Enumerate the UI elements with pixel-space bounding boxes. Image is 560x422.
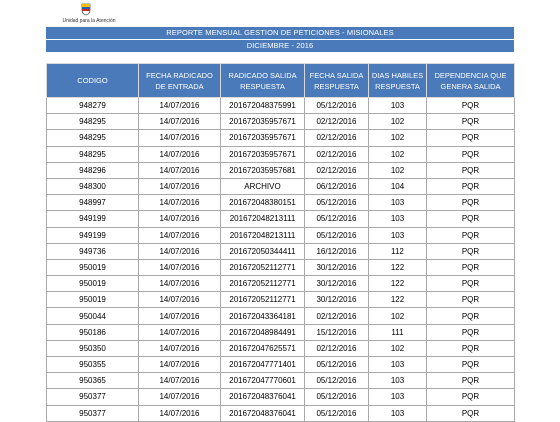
cell-fecha-radicado: 14/07/2016 xyxy=(139,211,221,227)
cell-dependencia: PQR xyxy=(427,178,515,194)
cell-fecha-salida: 05/12/2016 xyxy=(305,211,369,227)
cell-dependencia: PQR xyxy=(427,324,515,340)
cell-radicado-salida: 201672048376041 xyxy=(221,389,305,405)
cell-dependencia: PQR xyxy=(427,98,515,114)
cell-codigo: 950355 xyxy=(47,357,139,373)
cell-fecha-radicado: 14/07/2016 xyxy=(139,162,221,178)
cell-fecha-radicado: 14/07/2016 xyxy=(139,243,221,259)
table-row xyxy=(47,259,515,275)
cell-codigo: 950377 xyxy=(47,405,139,421)
cell-codigo: 950186 xyxy=(47,324,139,340)
table-row xyxy=(47,146,515,162)
cell-dependencia: PQR xyxy=(427,308,515,324)
cell-dias-habiles: 122 xyxy=(369,259,427,275)
cell-fecha-radicado: 14/07/2016 xyxy=(139,405,221,421)
table-row xyxy=(47,373,515,389)
cell-fecha-radicado: 14/07/2016 xyxy=(139,259,221,275)
cell-fecha-salida: 15/12/2016 xyxy=(305,324,369,340)
cell-dias-habiles: 102 xyxy=(369,146,427,162)
table-header-row xyxy=(47,64,515,98)
cell-dependencia: PQR xyxy=(427,146,515,162)
peticiones-table xyxy=(46,63,515,422)
header-codigo: CODIGO xyxy=(47,64,139,98)
cell-fecha-salida: 16/12/2016 xyxy=(305,243,369,259)
cell-radicado-salida: 201672050344411 xyxy=(221,243,305,259)
cell-fecha-salida: 05/12/2016 xyxy=(305,227,369,243)
cell-dias-habiles: 102 xyxy=(369,308,427,324)
cell-dias-habiles: 103 xyxy=(369,227,427,243)
header-fecha-radicado: FECHA RADICADO DE ENTRADA xyxy=(139,64,221,98)
table-row xyxy=(47,389,515,405)
cell-codigo: 950019 xyxy=(47,276,139,292)
cell-radicado-salida: ARCHIVO xyxy=(221,178,305,194)
cell-radicado-salida: 201672048984491 xyxy=(221,324,305,340)
table-row xyxy=(47,98,515,114)
cell-fecha-radicado: 14/07/2016 xyxy=(139,130,221,146)
cell-dias-habiles: 112 xyxy=(369,243,427,259)
cell-fecha-radicado: 14/07/2016 xyxy=(139,146,221,162)
cell-codigo: 948295 xyxy=(47,146,139,162)
cell-radicado-salida: 201672052112771 xyxy=(221,259,305,275)
cell-fecha-radicado: 14/07/2016 xyxy=(139,276,221,292)
cell-codigo: 949736 xyxy=(47,243,139,259)
cell-codigo: 950019 xyxy=(47,259,139,275)
cell-radicado-salida: 201672052112771 xyxy=(221,292,305,308)
cell-dependencia: PQR xyxy=(427,340,515,356)
cell-dependencia: PQR xyxy=(427,130,515,146)
cell-fecha-radicado: 14/07/2016 xyxy=(139,357,221,373)
report-title: REPORTE MENSUAL GESTION DE PETICIONES - MISIONALES xyxy=(46,27,514,39)
cell-codigo: 949199 xyxy=(47,227,139,243)
cell-dias-habiles: 103 xyxy=(369,195,427,211)
header-fecha-salida: FECHA SALIDA RESPUESTA xyxy=(305,64,369,98)
header-dependencia: DEPENDENCIA QUE GENERA SALIDA xyxy=(427,64,515,98)
cell-dias-habiles: 104 xyxy=(369,178,427,194)
cell-radicado-salida: 201672047770601 xyxy=(221,373,305,389)
cell-fecha-salida: 05/12/2016 xyxy=(305,195,369,211)
cell-radicado-salida: 201672052112771 xyxy=(221,276,305,292)
coat-of-arms-icon xyxy=(79,2,93,16)
cell-dias-habiles: 103 xyxy=(369,211,427,227)
cell-dependencia: PQR xyxy=(427,211,515,227)
cell-codigo: 950377 xyxy=(47,389,139,405)
cell-codigo: 950365 xyxy=(47,373,139,389)
cell-fecha-radicado: 14/07/2016 xyxy=(139,178,221,194)
cell-dependencia: PQR xyxy=(427,276,515,292)
cell-fecha-salida: 05/12/2016 xyxy=(305,405,369,421)
cell-fecha-salida: 05/12/2016 xyxy=(305,357,369,373)
cell-fecha-radicado: 14/07/2016 xyxy=(139,308,221,324)
cell-dias-habiles: 103 xyxy=(369,98,427,114)
cell-fecha-radicado: 14/07/2016 xyxy=(139,324,221,340)
cell-fecha-radicado: 14/07/2016 xyxy=(139,227,221,243)
cell-dependencia: PQR xyxy=(427,162,515,178)
cell-fecha-radicado: 14/07/2016 xyxy=(139,195,221,211)
cell-dias-habiles: 122 xyxy=(369,276,427,292)
cell-radicado-salida: 201672048376041 xyxy=(221,405,305,421)
cell-fecha-salida: 30/12/2016 xyxy=(305,259,369,275)
cell-radicado-salida: 201672035957681 xyxy=(221,162,305,178)
cell-fecha-salida: 02/12/2016 xyxy=(305,308,369,324)
cell-radicado-salida: 201672048375991 xyxy=(221,98,305,114)
table-row xyxy=(47,243,515,259)
cell-dias-habiles: 102 xyxy=(369,162,427,178)
cell-dias-habiles: 103 xyxy=(369,373,427,389)
table-row xyxy=(47,340,515,356)
cell-dependencia: PQR xyxy=(427,195,515,211)
cell-radicado-salida: 201672035957671 xyxy=(221,146,305,162)
cell-dias-habiles: 103 xyxy=(369,389,427,405)
table-row xyxy=(47,227,515,243)
cell-radicado-salida: 201672047625571 xyxy=(221,340,305,356)
cell-fecha-salida: 02/12/2016 xyxy=(305,146,369,162)
cell-fecha-radicado: 14/07/2016 xyxy=(139,114,221,130)
cell-codigo: 948279 xyxy=(47,98,139,114)
cell-codigo: 948296 xyxy=(47,162,139,178)
cell-codigo: 948295 xyxy=(47,130,139,146)
cell-codigo: 948997 xyxy=(47,195,139,211)
cell-radicado-salida: 201672048380151 xyxy=(221,195,305,211)
cell-fecha-salida: 05/12/2016 xyxy=(305,389,369,405)
cell-radicado-salida: 201672043364181 xyxy=(221,308,305,324)
cell-codigo: 950044 xyxy=(47,308,139,324)
table-row xyxy=(47,211,515,227)
cell-dias-habiles: 122 xyxy=(369,292,427,308)
cell-codigo: 949199 xyxy=(47,211,139,227)
cell-fecha-salida: 02/12/2016 xyxy=(305,162,369,178)
table-row xyxy=(47,114,515,130)
cell-radicado-salida: 201672035957671 xyxy=(221,114,305,130)
cell-fecha-salida: 02/12/2016 xyxy=(305,114,369,130)
cell-fecha-radicado: 14/07/2016 xyxy=(139,373,221,389)
cell-dependencia: PQR xyxy=(427,243,515,259)
cell-dias-habiles: 111 xyxy=(369,324,427,340)
cell-fecha-radicado: 14/07/2016 xyxy=(139,389,221,405)
header-dias-habiles: DIAS HABILES RESPUESTA xyxy=(369,64,427,98)
cell-dependencia: PQR xyxy=(427,227,515,243)
cell-codigo: 948295 xyxy=(47,114,139,130)
cell-fecha-salida: 06/12/2016 xyxy=(305,178,369,194)
cell-dependencia: PQR xyxy=(427,405,515,421)
cell-codigo: 948300 xyxy=(47,178,139,194)
table-body xyxy=(47,98,515,422)
cell-dias-habiles: 102 xyxy=(369,340,427,356)
table-row xyxy=(47,130,515,146)
cell-codigo: 950350 xyxy=(47,340,139,356)
cell-fecha-salida: 30/12/2016 xyxy=(305,276,369,292)
cell-dependencia: PQR xyxy=(427,259,515,275)
cell-radicado-salida: 201672048213111 xyxy=(221,227,305,243)
table-row xyxy=(47,178,515,194)
cell-fecha-salida: 05/12/2016 xyxy=(305,98,369,114)
table-row xyxy=(47,324,515,340)
logo xyxy=(54,2,124,28)
table-row xyxy=(47,308,515,324)
logo-text: Unidad para la Atención xyxy=(62,18,116,24)
cell-fecha-salida: 02/12/2016 xyxy=(305,130,369,146)
table-row xyxy=(47,357,515,373)
cell-dependencia: PQR xyxy=(427,357,515,373)
cell-fecha-radicado: 14/07/2016 xyxy=(139,98,221,114)
cell-dependencia: PQR xyxy=(427,389,515,405)
table-row xyxy=(47,162,515,178)
header-radicado-salida: RADICADO SALIDA RESPUESTA xyxy=(221,64,305,98)
cell-fecha-radicado: 14/07/2016 xyxy=(139,340,221,356)
cell-dependencia: PQR xyxy=(427,114,515,130)
table-row xyxy=(47,405,515,421)
cell-dias-habiles: 102 xyxy=(369,130,427,146)
table-row xyxy=(47,195,515,211)
cell-dias-habiles: 103 xyxy=(369,405,427,421)
table-row xyxy=(47,292,515,308)
cell-dias-habiles: 102 xyxy=(369,114,427,130)
report-month: DICIEMBRE - 2016 xyxy=(46,40,514,52)
cell-fecha-salida: 05/12/2016 xyxy=(305,373,369,389)
cell-codigo: 950019 xyxy=(47,292,139,308)
cell-dependencia: PQR xyxy=(427,292,515,308)
table-row xyxy=(47,276,515,292)
cell-fecha-radicado: 14/07/2016 xyxy=(139,292,221,308)
cell-radicado-salida: 201672047771401 xyxy=(221,357,305,373)
cell-fecha-salida: 30/12/2016 xyxy=(305,292,369,308)
cell-dias-habiles: 103 xyxy=(369,357,427,373)
cell-radicado-salida: 201672048213111 xyxy=(221,211,305,227)
cell-radicado-salida: 201672035957671 xyxy=(221,130,305,146)
cell-dependencia: PQR xyxy=(427,373,515,389)
cell-fecha-salida: 02/12/2016 xyxy=(305,340,369,356)
